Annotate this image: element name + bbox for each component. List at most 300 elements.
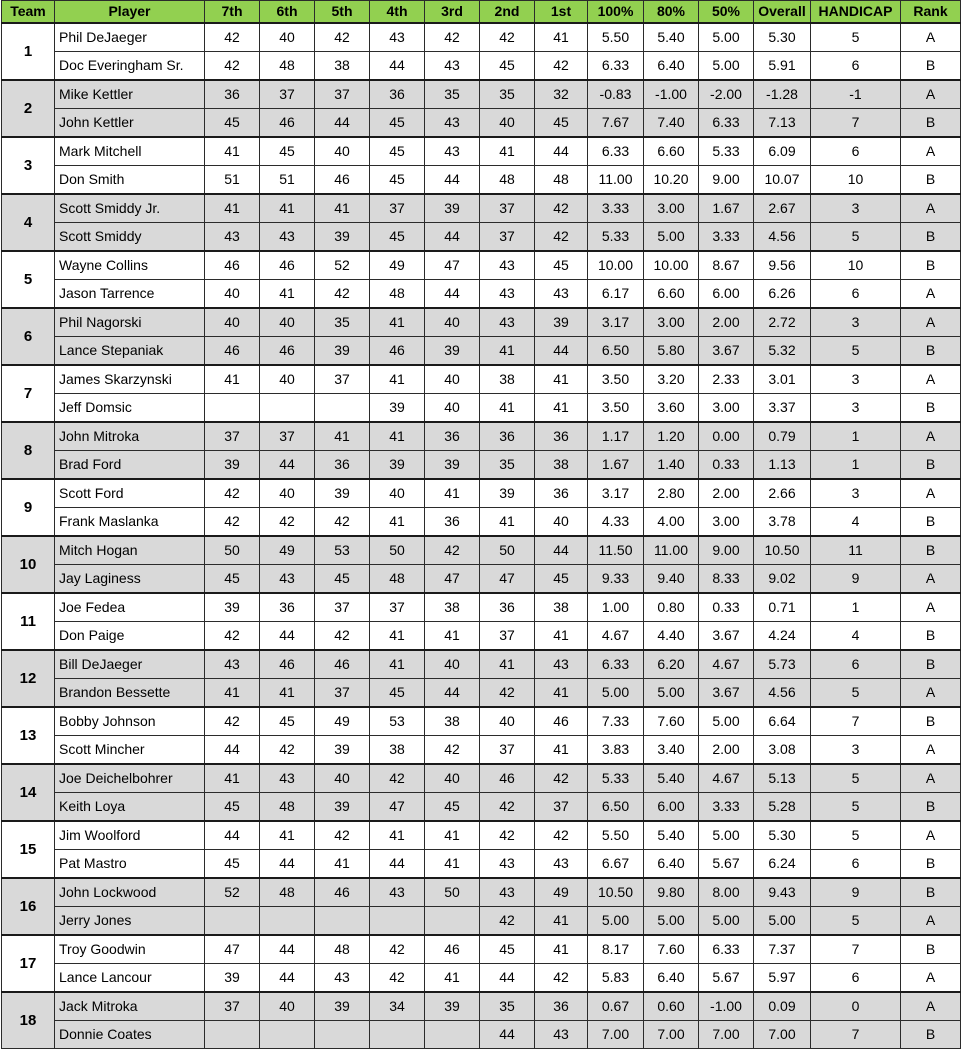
cell-pct100: 6.67 (588, 849, 644, 878)
cell-1st: 44 (535, 536, 588, 565)
cell-pct80: 5.40 (644, 23, 699, 52)
cell-player: Mitch Hogan (55, 536, 205, 565)
cell-6th: 43 (260, 564, 315, 593)
cell-6th: 45 (260, 707, 315, 736)
cell-handicap: 3 (811, 365, 901, 394)
cell-overall: 10.07 (754, 165, 811, 194)
cell-2nd: 37 (480, 621, 535, 650)
cell-player: Jim Woolford (55, 821, 205, 850)
cell-handicap: 5 (811, 764, 901, 793)
cell-4th: 48 (370, 279, 425, 308)
cell-pct50: 9.00 (699, 536, 754, 565)
cell-4th: 38 (370, 735, 425, 764)
cell-3rd: 40 (425, 393, 480, 422)
cell-7th: 45 (205, 564, 260, 593)
cell-7th: 45 (205, 108, 260, 137)
cell-4th: 37 (370, 593, 425, 622)
cell-rank: A (901, 821, 961, 850)
table-row (2, 251, 961, 280)
cell-handicap: 6 (811, 650, 901, 679)
cell-6th (260, 393, 315, 422)
cell-5th (315, 906, 370, 935)
cell-6th: 41 (260, 821, 315, 850)
cell-rank: B (901, 1020, 961, 1049)
cell-pct50: 8.67 (699, 251, 754, 280)
cell-rank: B (901, 450, 961, 479)
team-number: 11 (2, 593, 55, 650)
table-row (2, 678, 961, 707)
cell-2nd: 38 (480, 365, 535, 394)
cell-overall: 2.66 (754, 479, 811, 508)
cell-player: Lance Stepaniak (55, 336, 205, 365)
cell-7th: 41 (205, 137, 260, 166)
cell-7th: 42 (205, 23, 260, 52)
cell-5th: 42 (315, 821, 370, 850)
table-row (2, 821, 961, 850)
cell-1st: 45 (535, 251, 588, 280)
cell-7th: 40 (205, 308, 260, 337)
column-header-1st: 1st (535, 1, 588, 23)
cell-player: Jack Mitroka (55, 992, 205, 1021)
cell-1st: 38 (535, 593, 588, 622)
cell-overall: 6.09 (754, 137, 811, 166)
team-number: 17 (2, 935, 55, 992)
cell-handicap: 6 (811, 963, 901, 992)
cell-5th: 53 (315, 536, 370, 565)
cell-handicap: 10 (811, 165, 901, 194)
cell-2nd: 41 (480, 650, 535, 679)
cell-rank: A (901, 279, 961, 308)
cell-2nd: 41 (480, 137, 535, 166)
cell-3rd: 50 (425, 878, 480, 907)
table-row (2, 108, 961, 137)
team-group (2, 422, 961, 479)
cell-pct80: 5.00 (644, 678, 699, 707)
cell-6th: 44 (260, 621, 315, 650)
cell-pct80: 3.00 (644, 308, 699, 337)
cell-rank: B (901, 621, 961, 650)
column-header-pct80: 80% (644, 1, 699, 23)
cell-7th: 39 (205, 963, 260, 992)
cell-pct100: 6.50 (588, 792, 644, 821)
cell-pct80: 3.40 (644, 735, 699, 764)
table-row (2, 51, 961, 80)
cell-handicap: 3 (811, 194, 901, 223)
cell-1st: 37 (535, 792, 588, 821)
cell-pct80: 7.00 (644, 1020, 699, 1049)
cell-5th: 52 (315, 251, 370, 280)
cell-pct80: 2.80 (644, 479, 699, 508)
column-header-pct50: 50% (699, 1, 754, 23)
cell-3rd: 47 (425, 564, 480, 593)
cell-6th: 41 (260, 194, 315, 223)
cell-handicap: 1 (811, 422, 901, 451)
cell-1st: 36 (535, 422, 588, 451)
cell-handicap: 7 (811, 1020, 901, 1049)
cell-player: Scott Smiddy Jr. (55, 194, 205, 223)
cell-3rd: 41 (425, 621, 480, 650)
cell-pct100: 3.50 (588, 365, 644, 394)
cell-3rd: 42 (425, 23, 480, 52)
cell-3rd: 47 (425, 251, 480, 280)
cell-1st: 44 (535, 137, 588, 166)
cell-6th (260, 1020, 315, 1049)
cell-pct80: 5.80 (644, 336, 699, 365)
cell-2nd: 41 (480, 507, 535, 536)
cell-3rd: 41 (425, 479, 480, 508)
cell-handicap: 3 (811, 393, 901, 422)
cell-pct50: 6.33 (699, 935, 754, 964)
team-number: 8 (2, 422, 55, 479)
cell-2nd: 43 (480, 251, 535, 280)
column-header-team: Team (2, 1, 55, 23)
cell-2nd: 43 (480, 308, 535, 337)
cell-pct50: -1.00 (699, 992, 754, 1021)
table-row (2, 1020, 961, 1049)
cell-pct80: 6.40 (644, 51, 699, 80)
cell-7th: 42 (205, 621, 260, 650)
cell-2nd: 47 (480, 564, 535, 593)
cell-rank: B (901, 393, 961, 422)
team-number: 14 (2, 764, 55, 821)
cell-3rd: 43 (425, 108, 480, 137)
cell-player: Bill DeJaeger (55, 650, 205, 679)
cell-handicap: 7 (811, 935, 901, 964)
cell-pct100: 3.17 (588, 479, 644, 508)
cell-5th: 39 (315, 792, 370, 821)
cell-pct80: 6.00 (644, 792, 699, 821)
cell-rank: A (901, 365, 961, 394)
cell-4th: 43 (370, 878, 425, 907)
team-group (2, 536, 961, 593)
cell-pct100: 7.33 (588, 707, 644, 736)
handicap-table (1, 0, 961, 1049)
cell-pct50: 7.00 (699, 1020, 754, 1049)
cell-2nd: 45 (480, 51, 535, 80)
table-row (2, 621, 961, 650)
cell-pct50: 2.33 (699, 365, 754, 394)
cell-overall: 7.37 (754, 935, 811, 964)
cell-pct100: 9.33 (588, 564, 644, 593)
cell-pct50: 5.00 (699, 707, 754, 736)
cell-pct80: 5.40 (644, 821, 699, 850)
table-row (2, 849, 961, 878)
cell-6th: 44 (260, 849, 315, 878)
cell-7th: 42 (205, 707, 260, 736)
cell-7th: 39 (205, 593, 260, 622)
cell-handicap: 5 (811, 906, 901, 935)
cell-3rd: 41 (425, 963, 480, 992)
cell-pct100: 8.17 (588, 935, 644, 964)
cell-handicap: 5 (811, 792, 901, 821)
cell-overall: 7.00 (754, 1020, 811, 1049)
cell-overall: 9.56 (754, 251, 811, 280)
cell-1st: 40 (535, 507, 588, 536)
cell-overall: 0.79 (754, 422, 811, 451)
column-header-7th: 7th (205, 1, 260, 23)
cell-6th: 45 (260, 137, 315, 166)
cell-rank: B (901, 849, 961, 878)
cell-7th: 46 (205, 251, 260, 280)
cell-pct50: 1.67 (699, 194, 754, 223)
cell-player: Phil Nagorski (55, 308, 205, 337)
cell-4th: 36 (370, 80, 425, 109)
cell-6th: 37 (260, 422, 315, 451)
cell-pct50: 3.00 (699, 507, 754, 536)
cell-2nd: 36 (480, 422, 535, 451)
cell-pct80: 1.20 (644, 422, 699, 451)
cell-pct100: 6.33 (588, 137, 644, 166)
cell-player: Lance Lancour (55, 963, 205, 992)
cell-overall: 3.78 (754, 507, 811, 536)
cell-3rd: 38 (425, 707, 480, 736)
cell-rank: B (901, 336, 961, 365)
cell-overall: 4.24 (754, 621, 811, 650)
column-header-6th: 6th (260, 1, 315, 23)
cell-1st: 42 (535, 222, 588, 251)
cell-4th: 41 (370, 422, 425, 451)
cell-handicap: -1 (811, 80, 901, 109)
cell-pct80: 9.80 (644, 878, 699, 907)
cell-pct100: 5.33 (588, 764, 644, 793)
cell-2nd: 42 (480, 906, 535, 935)
cell-4th: 42 (370, 764, 425, 793)
team-number: 9 (2, 479, 55, 536)
cell-pct100: 1.17 (588, 422, 644, 451)
cell-7th: 41 (205, 678, 260, 707)
cell-pct100: 5.50 (588, 23, 644, 52)
cell-overall: 5.13 (754, 764, 811, 793)
cell-pct80: 6.60 (644, 137, 699, 166)
cell-5th: 39 (315, 336, 370, 365)
cell-overall: 6.26 (754, 279, 811, 308)
cell-4th: 42 (370, 935, 425, 964)
cell-overall: 5.30 (754, 821, 811, 850)
cell-5th: 44 (315, 108, 370, 137)
cell-7th: 42 (205, 479, 260, 508)
cell-pct100: 5.00 (588, 906, 644, 935)
cell-6th: 44 (260, 450, 315, 479)
cell-player: Doc Everingham Sr. (55, 51, 205, 80)
cell-3rd: 41 (425, 821, 480, 850)
column-header-4th: 4th (370, 1, 425, 23)
cell-overall: 7.13 (754, 108, 811, 137)
cell-5th: 39 (315, 222, 370, 251)
cell-7th: 41 (205, 365, 260, 394)
cell-4th: 41 (370, 507, 425, 536)
cell-handicap: 7 (811, 707, 901, 736)
cell-1st: 41 (535, 365, 588, 394)
cell-3rd: 41 (425, 849, 480, 878)
cell-pct100: 5.83 (588, 963, 644, 992)
column-header-5th: 5th (315, 1, 370, 23)
team-group (2, 194, 961, 251)
cell-3rd: 35 (425, 80, 480, 109)
table-row (2, 422, 961, 451)
cell-pct80: 11.00 (644, 536, 699, 565)
cell-2nd: 44 (480, 963, 535, 992)
cell-overall: 6.64 (754, 707, 811, 736)
cell-pct80: 4.00 (644, 507, 699, 536)
cell-2nd: 36 (480, 593, 535, 622)
team-number: 6 (2, 308, 55, 365)
team-group (2, 764, 961, 821)
cell-4th (370, 1020, 425, 1049)
cell-4th: 45 (370, 137, 425, 166)
cell-5th: 39 (315, 735, 370, 764)
cell-pct80: 5.40 (644, 764, 699, 793)
cell-2nd: 42 (480, 792, 535, 821)
cell-7th: 44 (205, 821, 260, 850)
cell-3rd: 36 (425, 422, 480, 451)
cell-6th: 48 (260, 878, 315, 907)
cell-4th: 40 (370, 479, 425, 508)
table-row (2, 906, 961, 935)
cell-2nd: 45 (480, 935, 535, 964)
cell-2nd: 42 (480, 678, 535, 707)
cell-overall: 5.30 (754, 23, 811, 52)
cell-handicap: 6 (811, 51, 901, 80)
cell-5th: 35 (315, 308, 370, 337)
cell-rank: A (901, 764, 961, 793)
cell-6th: 40 (260, 992, 315, 1021)
cell-overall: 9.02 (754, 564, 811, 593)
cell-player: James Skarzynski (55, 365, 205, 394)
table-row (2, 479, 961, 508)
cell-2nd: 40 (480, 108, 535, 137)
cell-overall: 2.67 (754, 194, 811, 223)
cell-7th: 41 (205, 764, 260, 793)
cell-2nd: 37 (480, 194, 535, 223)
cell-player: Donnie Coates (55, 1020, 205, 1049)
cell-4th: 45 (370, 222, 425, 251)
cell-3rd: 44 (425, 678, 480, 707)
cell-rank: A (901, 80, 961, 109)
cell-handicap: 4 (811, 621, 901, 650)
cell-rank: B (901, 251, 961, 280)
cell-6th: 41 (260, 678, 315, 707)
cell-rank: A (901, 963, 961, 992)
cell-1st: 43 (535, 279, 588, 308)
cell-pct80: 3.20 (644, 365, 699, 394)
cell-overall: 6.24 (754, 849, 811, 878)
column-header-rank: Rank (901, 1, 961, 23)
cell-pct50: 5.00 (699, 906, 754, 935)
cell-5th: 38 (315, 51, 370, 80)
table-row (2, 593, 961, 622)
cell-7th: 40 (205, 279, 260, 308)
cell-pct80: -1.00 (644, 80, 699, 109)
team-group (2, 707, 961, 764)
cell-4th: 37 (370, 194, 425, 223)
cell-6th: 43 (260, 222, 315, 251)
cell-pct80: 6.60 (644, 279, 699, 308)
cell-2nd: 40 (480, 707, 535, 736)
cell-player: Frank Maslanka (55, 507, 205, 536)
cell-pct80: 7.40 (644, 108, 699, 137)
cell-7th (205, 1020, 260, 1049)
team-number: 10 (2, 536, 55, 593)
cell-player: Jeff Domsic (55, 393, 205, 422)
cell-handicap: 3 (811, 479, 901, 508)
cell-player: Pat Mastro (55, 849, 205, 878)
cell-player: John Kettler (55, 108, 205, 137)
cell-2nd: 37 (480, 222, 535, 251)
table-row (2, 707, 961, 736)
cell-pct50: 3.33 (699, 222, 754, 251)
column-header-overall: Overall (754, 1, 811, 23)
cell-4th: 44 (370, 51, 425, 80)
cell-rank: A (901, 23, 961, 52)
cell-pct100: 1.00 (588, 593, 644, 622)
cell-4th: 41 (370, 308, 425, 337)
cell-3rd: 44 (425, 279, 480, 308)
cell-pct80: 10.00 (644, 251, 699, 280)
cell-2nd: 35 (480, 80, 535, 109)
cell-2nd: 39 (480, 479, 535, 508)
cell-handicap: 5 (811, 336, 901, 365)
cell-6th: 46 (260, 650, 315, 679)
table-row (2, 878, 961, 907)
cell-pct50: 3.67 (699, 678, 754, 707)
cell-player: Wayne Collins (55, 251, 205, 280)
cell-7th (205, 906, 260, 935)
cell-3rd: 42 (425, 735, 480, 764)
cell-pct80: 5.00 (644, 222, 699, 251)
cell-6th: 40 (260, 23, 315, 52)
cell-5th: 37 (315, 593, 370, 622)
cell-7th: 43 (205, 222, 260, 251)
cell-pct50: 5.00 (699, 23, 754, 52)
table-row (2, 650, 961, 679)
cell-7th: 50 (205, 536, 260, 565)
cell-pct100: 4.33 (588, 507, 644, 536)
cell-2nd: 44 (480, 1020, 535, 1049)
cell-rank: A (901, 564, 961, 593)
cell-1st: 36 (535, 479, 588, 508)
cell-3rd: 40 (425, 365, 480, 394)
cell-2nd: 43 (480, 878, 535, 907)
cell-pct50: 2.00 (699, 479, 754, 508)
cell-5th: 42 (315, 507, 370, 536)
cell-rank: B (901, 792, 961, 821)
cell-3rd: 43 (425, 137, 480, 166)
cell-1st: 41 (535, 935, 588, 964)
cell-pct100: 5.00 (588, 678, 644, 707)
cell-5th (315, 1020, 370, 1049)
cell-5th: 40 (315, 764, 370, 793)
cell-handicap: 9 (811, 564, 901, 593)
cell-3rd: 44 (425, 165, 480, 194)
cell-player: John Lockwood (55, 878, 205, 907)
cell-player: Don Smith (55, 165, 205, 194)
cell-5th: 41 (315, 849, 370, 878)
table-row (2, 165, 961, 194)
cell-handicap: 11 (811, 536, 901, 565)
table-row (2, 992, 961, 1021)
cell-4th: 39 (370, 393, 425, 422)
team-group (2, 878, 961, 935)
table-row (2, 194, 961, 223)
cell-pct80: 3.60 (644, 393, 699, 422)
cell-handicap: 3 (811, 735, 901, 764)
cell-2nd: 43 (480, 849, 535, 878)
cell-4th: 44 (370, 849, 425, 878)
cell-1st: 42 (535, 194, 588, 223)
cell-pct100: 3.50 (588, 393, 644, 422)
cell-pct50: 0.33 (699, 593, 754, 622)
cell-3rd (425, 906, 480, 935)
